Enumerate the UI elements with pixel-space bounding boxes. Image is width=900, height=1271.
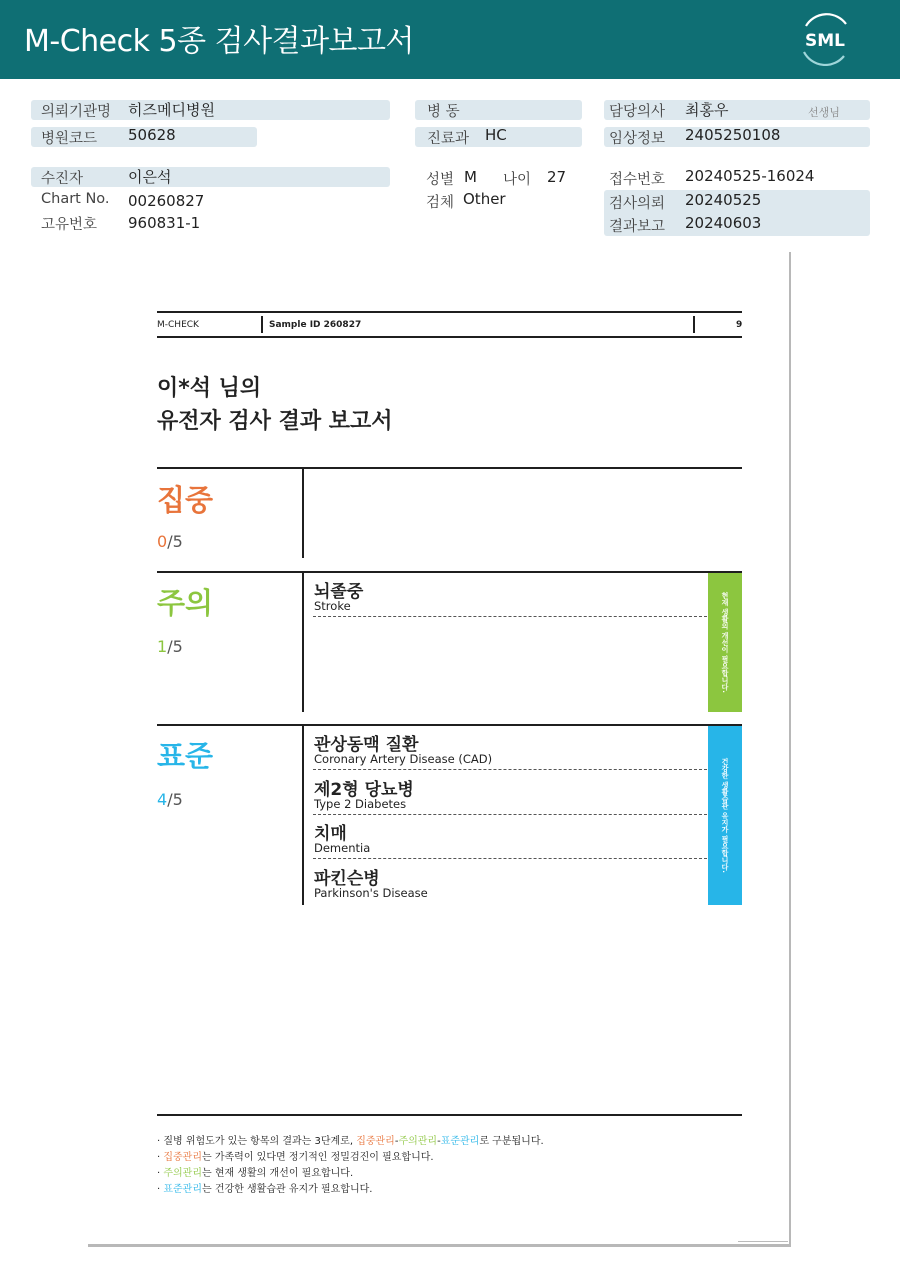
report-title-line2: 유전자 검사 결과 보고서: [157, 409, 393, 434]
disease-cad-kor: 관상동맥 질환: [314, 735, 419, 755]
report-date-value: 20240603: [685, 214, 762, 232]
sml-logo: [796, 12, 854, 66]
disease-parkinsons-kor: 파킨슨병: [314, 869, 380, 889]
age-label: 나이: [503, 172, 532, 188]
department-value: HC: [485, 126, 507, 144]
request-date-label: 검사의뢰: [609, 196, 666, 212]
disease-separator: [313, 858, 707, 859]
page-brand: M-CHECK: [157, 320, 199, 330]
hospital-code-label: 병원코드: [41, 131, 98, 147]
age-value: 27: [547, 168, 567, 186]
disease-parkinsons-eng: Parkinson's Disease: [314, 886, 428, 900]
specimen-label: 검체: [426, 195, 455, 211]
sex-label: 성별: [426, 172, 455, 188]
disease-cad-eng: Coronary Artery Disease (CAD): [314, 752, 493, 766]
focus-category-title: 집중: [157, 483, 214, 517]
chart-no-value: 00260827: [128, 192, 205, 210]
disease-stroke-kor: 뇌졸중: [314, 582, 364, 602]
page-number: 9: [736, 320, 743, 330]
page-edge-fragment: [738, 1241, 788, 1248]
report-header: [0, 0, 900, 79]
unique-no-value: 960831-1: [128, 214, 201, 232]
unique-no-label: 고유번호: [41, 217, 98, 233]
doctor-value: 최홍우: [685, 101, 729, 119]
caution-section-divider: [302, 573, 304, 712]
clinical-info-value: 2405250108: [685, 126, 781, 144]
sample-id: Sample ID 260827: [269, 320, 362, 330]
standard-section-divider: [302, 726, 304, 905]
institution-label: 의뢰기관명: [41, 104, 112, 120]
page-header-divider-right: [693, 316, 695, 333]
standard-guidance-band: 건강한 생활습관 유지가 필요합니다.: [708, 726, 742, 905]
caution-count: 1/5: [157, 637, 183, 656]
ward-label: 병 동: [427, 104, 460, 120]
receipt-no-label: 접수번호: [609, 172, 666, 188]
patient-row-bg: [31, 167, 390, 187]
request-date-value: 20240525: [685, 191, 762, 209]
specimen-value: Other: [463, 190, 506, 208]
department-label: 진료과: [427, 131, 470, 147]
standard-category-title: 표준: [157, 739, 214, 773]
report-date-label: 결과보고: [609, 219, 666, 235]
standard-section-rule: [157, 724, 742, 726]
disease-separator: [313, 616, 707, 617]
page-edge-bottom: [88, 1244, 790, 1247]
doctor-label: 담당의사: [609, 104, 666, 120]
disease-separator: [313, 769, 707, 770]
sex-value: M: [464, 168, 477, 186]
patient-value: 이은석: [128, 168, 172, 186]
disease-t2d-kor: 제2형 당뇨병: [314, 780, 414, 800]
receipt-no-value: 20240525-16024: [685, 167, 815, 185]
page-header-divider: [261, 316, 263, 333]
disease-dementia-eng: Dementia: [314, 841, 371, 855]
focus-section-rule: [157, 467, 742, 469]
note-line-3: · 주의관리는 현재 생활의 개선이 필요합니다.: [157, 1168, 354, 1179]
focus-section-divider: [302, 469, 304, 558]
note-line-1: · 질병 위험도가 있는 항목의 결과는 3단계로, 집중관리-주의관리-표준관리로 구분됩니다.: [157, 1136, 544, 1147]
disease-dementia-kor: 치매: [314, 824, 347, 844]
clinical-info-label: 임상정보: [609, 131, 666, 147]
report-title: M-Check 5종 검사결과보고서: [24, 24, 414, 59]
page-header-bottom-rule: [157, 336, 742, 338]
logo-text: SML: [805, 31, 845, 51]
disease-t2d-eng: Type 2 Diabetes: [314, 797, 407, 811]
standard-count: 4/5: [157, 790, 183, 809]
institution-value: 히즈메디병원: [128, 101, 215, 119]
note-line-4: · 표준관리는 건강한 생활습관 유지가 필요합니다.: [157, 1184, 373, 1195]
notes-rule: [157, 1114, 742, 1116]
report-title-line1: 이*석 님의: [157, 376, 262, 401]
disease-separator: [313, 814, 707, 815]
page-edge-right: [789, 252, 791, 1247]
page-header-top-rule: [157, 311, 742, 313]
note-line-2: · 집중관리는 가족력이 있다면 정기적인 정밀검진이 필요합니다.: [157, 1152, 434, 1163]
caution-section-rule: [157, 571, 742, 573]
patient-label: 수진자: [41, 171, 84, 187]
caution-category-title: 주의: [157, 586, 214, 620]
focus-count: 0/5: [157, 532, 183, 551]
caution-guidance-band: 현재 생활의 개선이 필요합니다.: [708, 573, 742, 712]
disease-stroke-eng: Stroke: [314, 599, 351, 613]
doctor-suffix: 선생님: [808, 106, 840, 119]
hospital-code-value: 50628: [128, 126, 176, 144]
chart-no-label: Chart No.: [41, 191, 110, 207]
